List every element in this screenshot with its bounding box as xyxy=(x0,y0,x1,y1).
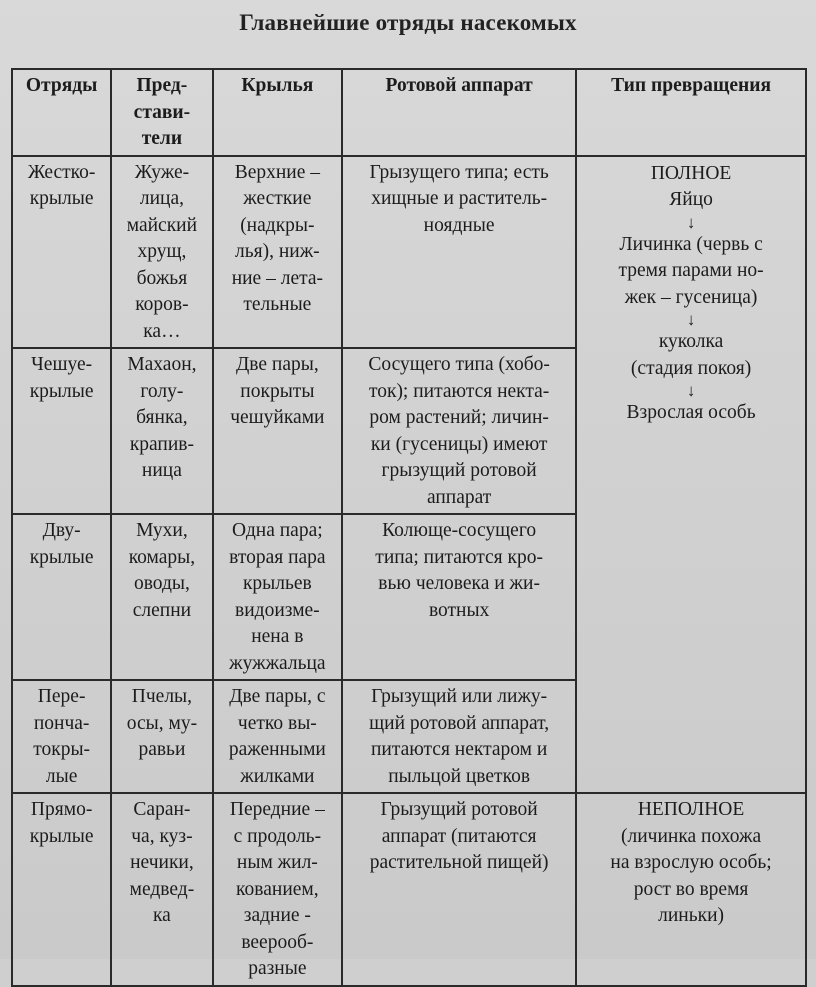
cell-mouthparts: Сосущего типа (хобо- ток); питаются некта- ром растений; личин- ки (гусеницы) имеют грызущий ротовой аппарат xyxy=(342,348,576,514)
cell-order: Чешуе- крылые xyxy=(12,348,111,514)
cell-wings: Одна пара; вторая пара крыльев видоизме- нена в жужжальца xyxy=(213,514,343,680)
cell-order: Прямо- крылые xyxy=(12,793,111,986)
cell-order: Дву- крылые xyxy=(12,514,111,680)
cell-mouthparts: Грызущий или лижу- щий ротовой аппарат, питаются нектаром и пыльцой цветков xyxy=(342,680,576,793)
arrow-down-icon: ↓ xyxy=(686,310,696,329)
cell-mouthparts: Колюще-сосущего типа; питаются кро- вью человека и жи- вотных xyxy=(342,514,576,680)
header-wings: Крылья xyxy=(213,69,343,156)
stage-larva: Личинка (червь с тремя парами но- жек – гусеница) xyxy=(618,233,764,308)
cell-complete-metamorphosis xyxy=(576,156,806,794)
stage-adult: Взрослая особь xyxy=(626,402,756,423)
cell-order: Жестко- крылые xyxy=(12,156,111,349)
header-mouthparts: Ротовой аппарат xyxy=(342,69,576,156)
cell-mouthparts: Грызущий ротовой аппарат (питаются растительной пищей) xyxy=(342,793,576,986)
page-title: Главнейшие отряды насекомых xyxy=(239,10,577,35)
table-header-row xyxy=(12,69,806,156)
arrow-down-icon: ↓ xyxy=(686,212,696,232)
cell-order: Пере- понча- токры- лые xyxy=(12,680,111,793)
cell-wings: Две пары, с четко вы- раженными жилками xyxy=(213,680,343,793)
cell-wings: Две пары, покрыты чешуйками xyxy=(213,348,343,514)
stage-egg: Яйцо xyxy=(669,189,713,210)
cell-representatives: Жуже- лица, майский хрущ, божья коров- ка… xyxy=(111,156,212,349)
table-row xyxy=(12,156,806,349)
header-representatives: Пред- стави- тели xyxy=(111,69,212,156)
cell-representatives: Пчелы, осы, му- равьи xyxy=(111,680,212,793)
arrow-down-icon: ↓ xyxy=(686,381,696,400)
header-metamorphosis: Тип превращения xyxy=(576,69,806,156)
cell-representatives: Мухи, комары, оводы, слепни xyxy=(111,514,212,680)
cell-mouthparts: Грызущего типа; есть хищные и раститель- ноядные xyxy=(342,156,576,349)
cell-wings: Верхние – жесткие (надкры- лья), ниж- ние – лета- тельные xyxy=(213,156,343,349)
cell-incomplete-metamorphosis: НЕПОЛНОЕ (личинка похожа на взрослую особь; рост во время линьки) xyxy=(576,793,806,986)
header-order: Отряды xyxy=(12,69,111,156)
cell-representatives: Саран- ча, куз- нечики, медвед- ка xyxy=(111,793,212,986)
cell-representatives: Махаон, голу- бянка, крапив- ница xyxy=(111,348,212,514)
cell-wings: Передние – с продоль- ным жил- кованием, задние - веерооб- разные xyxy=(213,793,343,986)
table-row xyxy=(12,793,806,986)
stage-pupa: куколка (стадия покоя) xyxy=(630,331,752,379)
insect-orders-table xyxy=(11,68,807,987)
complete-type: ПОЛНОЕ xyxy=(650,162,732,184)
